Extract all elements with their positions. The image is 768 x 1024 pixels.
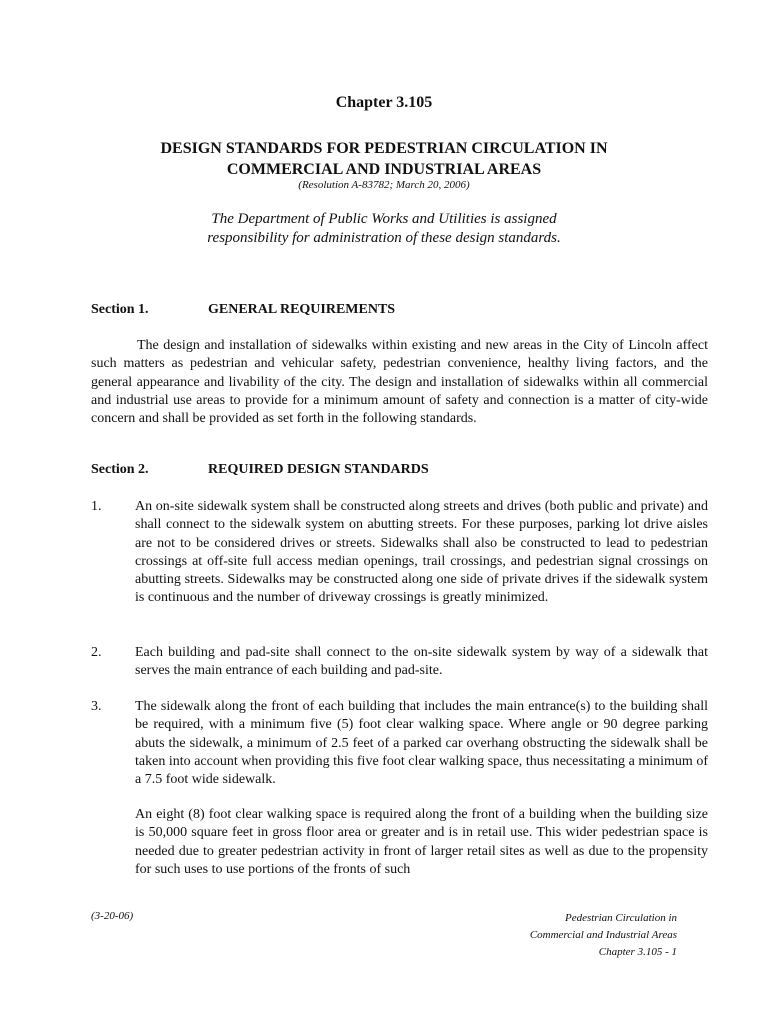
list-item-text: Each building and pad-site shall connect to the on-site sidewalk system by way of a sidewalk that serves the main entrance of each building and pad-site. [135, 645, 708, 679]
section1-heading [91, 302, 395, 318]
footer-line1: Pedestrian Circulation in [564, 912, 677, 924]
assignment-line2: responsibility for administration of these design standards. [207, 230, 561, 246]
footer-reference [530, 910, 677, 961]
list-item-number: 3. [91, 699, 102, 714]
section1-title: GENERAL REQUIREMENTS [208, 302, 396, 317]
list-item [91, 698, 708, 789]
list-item-number: 2. [91, 645, 102, 660]
section2-number: Section 2. [91, 462, 149, 477]
list-item-text: The sidewalk along the front of each building that includes the main entrance(s) to the building shall be required, with a minimum five (5) foot clear walking space. Where angle or 90 degree parking abuts the sidewalk, a minimum of 2.5 feet of a parked car overhang obstructing the sidewalk shall be taken into account when providing this five foot clear walking space, thus necessitating a minimum of a 7.5 foot wide sidewalk. [135, 699, 708, 788]
list-item [91, 498, 708, 608]
list-item-continuation-text: An eight (8) foot clear walking space is required along the front of a building when the building size is 50,000 square feet in gross floor area or greater and is in retail use. This wider pedestrian space is needed due to greater pedestrian activity in front of larger retail sites as well as due to the propensity for such uses to use portions of the fronts of such [135, 807, 708, 877]
footer-line2: Commercial and Industrial Areas [529, 929, 677, 941]
document-title-line1: DESIGN STANDARDS FOR PEDESTRIAN CIRCULATION IN [160, 140, 608, 157]
document-title-line2: COMMERCIAL AND INDUSTRIAL AREAS [226, 161, 542, 178]
assignment-line1: The Department of Public Works and Utilities is assigned [211, 211, 557, 227]
assignment-statement [0, 210, 768, 248]
section2-heading [91, 462, 429, 478]
section1-paragraph: The design and installation of sidewalks within existing and new areas in the City of Lincoln affect such matters as pedestrian and vehicular safety, pedestrian convenience, healthy living factors, and the general appearance and livability of the city. The design and installation of sidewalks within all commercial and industrial use areas to provide for a minimum amount of safety and connection is a matter of city-wide concern and shall be provided as set forth in the following standards. [91, 338, 708, 427]
list-item-continuation [91, 806, 708, 879]
list-item-number: 1. [91, 499, 102, 514]
section1-number: Section 1. [91, 302, 149, 317]
document-title [0, 138, 768, 180]
list-item [91, 644, 708, 681]
chapter-heading: Chapter 3.105 [335, 94, 433, 111]
footer-page-number: Chapter 3.105 - 1 [598, 946, 677, 958]
section2-title: REQUIRED DESIGN STANDARDS [208, 462, 429, 477]
footer-date: (3-20-06) [91, 910, 134, 922]
resolution-note: (Resolution A-83782; March 20, 2006) [298, 179, 470, 191]
list-item-text: An on-site sidewalk system shall be constructed along streets and drives (both public and private) and shall connect to the sidewalk system on abutting streets. For these purposes, parking lot drive aisles are not to be considered drives or streets. Sidewalks shall also be constructed to lead to pedestrian crossings at off-site full access median openings, trail crossings, and pedestrian signal crossings on abutting streets. Sidewalks may be constructed along one side of private drives if the sidewalk system is continuous and the number of driveway crossings is greatly minimized. [135, 499, 708, 606]
